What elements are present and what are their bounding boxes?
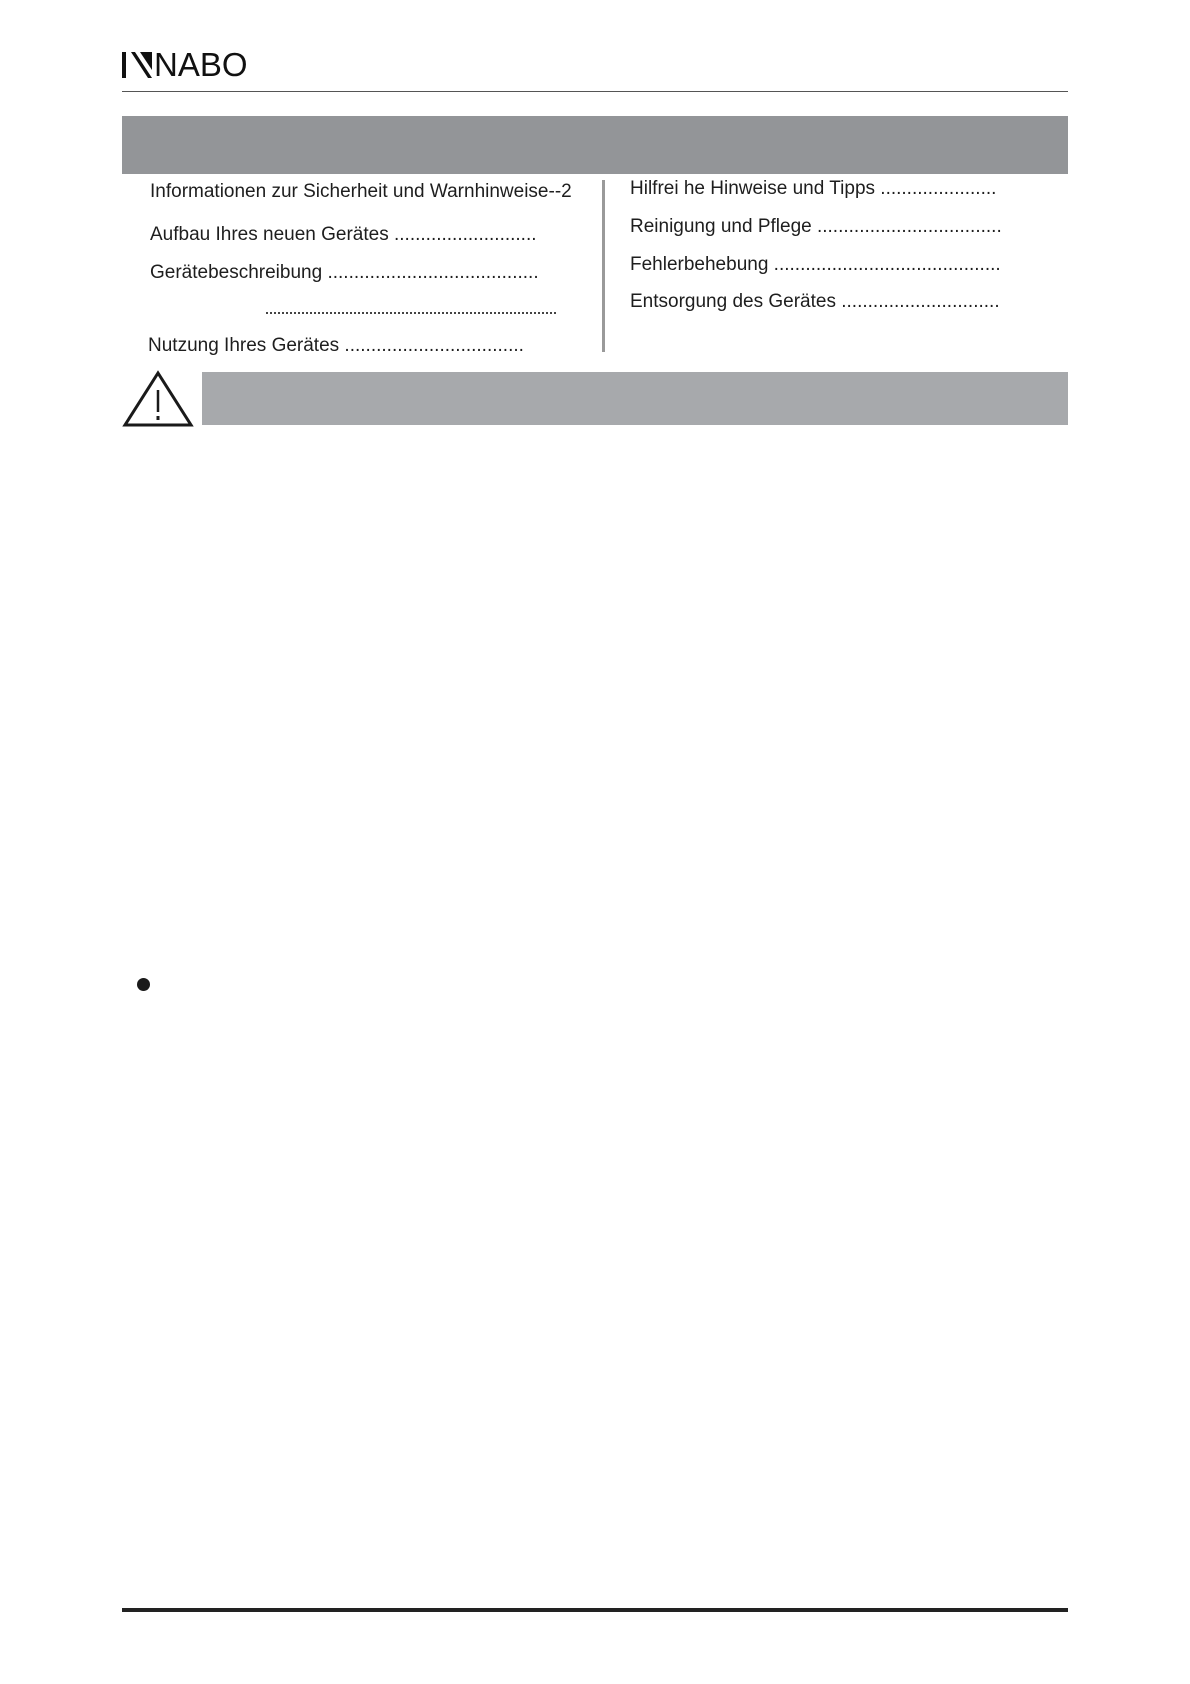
toc-dot-leader xyxy=(266,312,556,314)
toc-entry[interactable]: Entsorgung des Gerätes .............................. xyxy=(630,291,1000,312)
toc-header-band xyxy=(122,116,1068,174)
warning-triangle-icon xyxy=(122,370,194,428)
toc-entry[interactable]: Hilfrei he Hinweise und Tipps ...................... xyxy=(630,178,997,199)
toc-entry[interactable]: Fehlerbehebung ........................................... xyxy=(630,254,1001,275)
toc-entry[interactable]: Aufbau Ihres neuen Gerätes ........................... xyxy=(150,224,537,245)
toc-entry[interactable]: Gerätebeschreibung ........................................ xyxy=(150,262,539,283)
toc-column-divider xyxy=(602,180,605,352)
header-rule xyxy=(122,91,1068,92)
brand-logo xyxy=(122,46,248,83)
warning-header-band xyxy=(202,372,1068,425)
toc-entry[interactable]: Reinigung und Pflege ................................... xyxy=(630,216,1002,237)
toc-entry[interactable]: Informationen zur Sicherheit und Warnhinweise--2 xyxy=(150,181,572,202)
brand-name: NABO xyxy=(154,46,248,83)
bullet-dot-icon xyxy=(137,978,150,991)
footer-rule xyxy=(122,1608,1068,1612)
nabo-logo-mark-icon xyxy=(122,50,152,80)
toc-entry[interactable]: Nutzung Ihres Gerätes .................................. xyxy=(148,335,524,356)
